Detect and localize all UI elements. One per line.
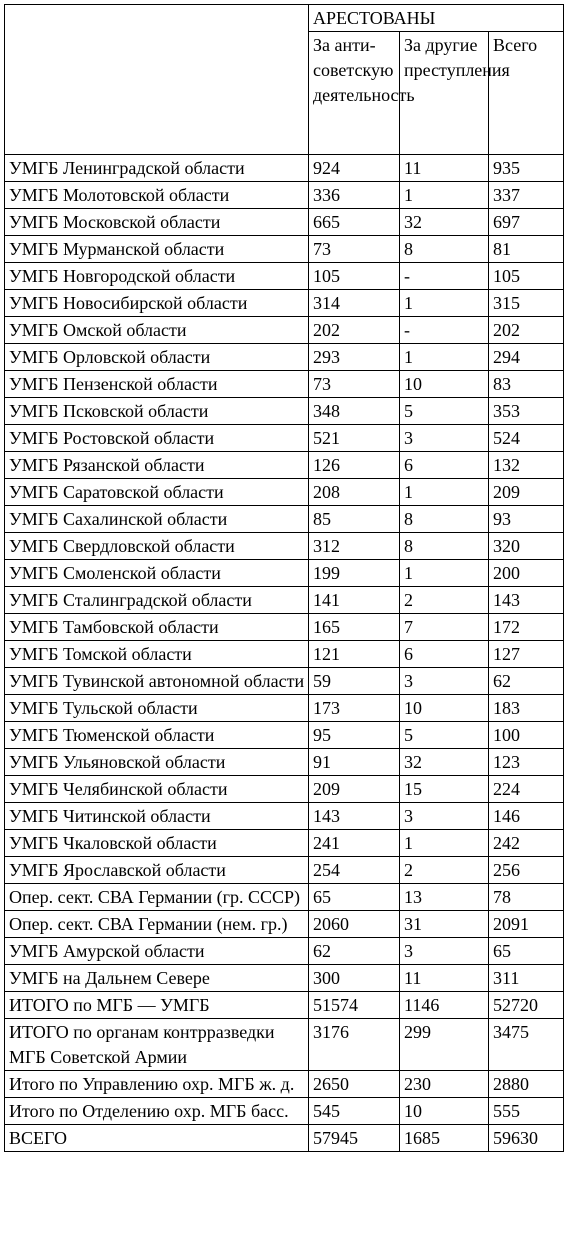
row-organ-name: УМГБ Рязанской области — [5, 452, 309, 479]
row-total-count: 294 — [489, 344, 564, 371]
row-total-count: 146 — [489, 803, 564, 830]
row-anti-soviet-count: 293 — [309, 344, 400, 371]
row-total-count: 78 — [489, 884, 564, 911]
row-anti-soviet-count: 241 — [309, 830, 400, 857]
row-other-crimes-count: 10 — [400, 695, 489, 722]
row-anti-soviet-count: 348 — [309, 398, 400, 425]
table-row — [5, 857, 564, 884]
row-anti-soviet-count: 312 — [309, 533, 400, 560]
table-row — [5, 560, 564, 587]
row-anti-soviet-count: 202 — [309, 317, 400, 344]
row-anti-soviet-count: 199 — [309, 560, 400, 587]
table-row — [5, 344, 564, 371]
row-other-crimes-count: 5 — [400, 398, 489, 425]
row-other-crimes-count: 31 — [400, 911, 489, 938]
row-total-count: 209 — [489, 479, 564, 506]
table-row — [5, 290, 564, 317]
row-organ-name: УМГБ Смоленской области — [5, 560, 309, 587]
row-anti-soviet-count: 254 — [309, 857, 400, 884]
row-organ-name: УМГБ Тамбовской области — [5, 614, 309, 641]
row-anti-soviet-count: 91 — [309, 749, 400, 776]
row-other-crimes-count: 8 — [400, 236, 489, 263]
row-other-crimes-count: 6 — [400, 641, 489, 668]
row-organ-name: УМГБ Московской области — [5, 209, 309, 236]
row-other-crimes-count: 6 — [400, 452, 489, 479]
row-anti-soviet-count: 65 — [309, 884, 400, 911]
row-total-count: 555 — [489, 1098, 564, 1125]
table-row — [5, 803, 564, 830]
arrests-table — [4, 4, 564, 1152]
row-total-count: 2880 — [489, 1071, 564, 1098]
table-body — [5, 5, 564, 1152]
row-organ-name: УМГБ Сталинградской области — [5, 587, 309, 614]
row-anti-soviet-count: 85 — [309, 506, 400, 533]
row-total-count: 524 — [489, 425, 564, 452]
row-anti-soviet-count: 143 — [309, 803, 400, 830]
row-organ-name: УМГБ Новгородской области — [5, 263, 309, 290]
row-other-crimes-count: 3 — [400, 938, 489, 965]
row-other-crimes-count: 11 — [400, 155, 489, 182]
row-organ-name: УМГБ Ленинградской области — [5, 155, 309, 182]
row-other-crimes-count: - — [400, 263, 489, 290]
row-anti-soviet-count: 126 — [309, 452, 400, 479]
row-total-count: 132 — [489, 452, 564, 479]
row-total-count: 697 — [489, 209, 564, 236]
row-other-crimes-count: 3 — [400, 668, 489, 695]
row-other-crimes-count: 1685 — [400, 1125, 489, 1152]
row-other-crimes-count: 3 — [400, 803, 489, 830]
row-other-crimes-count: 10 — [400, 371, 489, 398]
table-row — [5, 182, 564, 209]
row-organ-name: УМГБ Тувинской автономной области — [5, 668, 309, 695]
row-organ-name: УМГБ Тульской области — [5, 695, 309, 722]
row-organ-name: Итого по Отделению охр. МГБ басс. — [5, 1098, 309, 1125]
row-total-count: 202 — [489, 317, 564, 344]
row-total-count: 65 — [489, 938, 564, 965]
row-anti-soviet-count: 2060 — [309, 911, 400, 938]
row-total-count: 183 — [489, 695, 564, 722]
row-organ-name: УМГБ Амурской области — [5, 938, 309, 965]
table-row — [5, 155, 564, 182]
table-row — [5, 938, 564, 965]
table-row — [5, 992, 564, 1019]
row-other-crimes-count: 1 — [400, 290, 489, 317]
row-anti-soviet-count: 165 — [309, 614, 400, 641]
row-total-count: 100 — [489, 722, 564, 749]
row-other-crimes-count: 10 — [400, 1098, 489, 1125]
row-organ-name: УМГБ Омской области — [5, 317, 309, 344]
row-total-count: 311 — [489, 965, 564, 992]
row-organ-name: УМГБ на Дальнем Севере — [5, 965, 309, 992]
row-other-crimes-count: 13 — [400, 884, 489, 911]
row-anti-soviet-count: 208 — [309, 479, 400, 506]
table-row — [5, 1098, 564, 1125]
row-organ-name: Итого по Управлению охр. МГБ ж. д. — [5, 1071, 309, 1098]
row-other-crimes-count: 5 — [400, 722, 489, 749]
row-total-count: 143 — [489, 587, 564, 614]
table-row — [5, 1071, 564, 1098]
row-anti-soviet-count: 173 — [309, 695, 400, 722]
table-row — [5, 317, 564, 344]
table-row — [5, 668, 564, 695]
row-other-crimes-count: 230 — [400, 1071, 489, 1098]
table-row — [5, 749, 564, 776]
row-total-count: 105 — [489, 263, 564, 290]
row-total-count: 81 — [489, 236, 564, 263]
row-organ-name: УМГБ Тюменской области — [5, 722, 309, 749]
header-row-group — [5, 5, 564, 32]
header-total: Всего — [489, 32, 564, 155]
row-anti-soviet-count: 665 — [309, 209, 400, 236]
row-organ-name: Опер. сект. СВА Германии (гр. СССР) — [5, 884, 309, 911]
row-other-crimes-count: 1146 — [400, 992, 489, 1019]
row-organ-name: УМГБ Орловской области — [5, 344, 309, 371]
row-organ-name: УМГБ Томской области — [5, 641, 309, 668]
table-row — [5, 695, 564, 722]
table-row — [5, 911, 564, 938]
row-anti-soviet-count: 209 — [309, 776, 400, 803]
row-anti-soviet-count: 3176 — [309, 1019, 400, 1071]
row-anti-soviet-count: 73 — [309, 371, 400, 398]
row-organ-name: УМГБ Чкаловской области — [5, 830, 309, 857]
row-other-crimes-count: 2 — [400, 857, 489, 884]
header-other-crimes: За другие преступления — [400, 32, 489, 155]
row-anti-soviet-count: 95 — [309, 722, 400, 749]
header-group-cell: АРЕСТОВАНЫ — [309, 5, 564, 32]
row-anti-soviet-count: 121 — [309, 641, 400, 668]
row-organ-name: УМГБ Сахалинской области — [5, 506, 309, 533]
row-organ-name: УМГБ Челябинской области — [5, 776, 309, 803]
table-row — [5, 614, 564, 641]
table-row — [5, 506, 564, 533]
row-other-crimes-count: 1 — [400, 560, 489, 587]
row-organ-name: УМГБ Пензенской области — [5, 371, 309, 398]
row-organ-name: ВСЕГО — [5, 1125, 309, 1152]
row-total-count: 935 — [489, 155, 564, 182]
row-total-count: 353 — [489, 398, 564, 425]
row-total-count: 200 — [489, 560, 564, 587]
row-organ-name: УМГБ Ульяновской области — [5, 749, 309, 776]
row-other-crimes-count: 32 — [400, 749, 489, 776]
table-row — [5, 398, 564, 425]
row-anti-soviet-count: 314 — [309, 290, 400, 317]
row-other-crimes-count: 1 — [400, 830, 489, 857]
table-row — [5, 587, 564, 614]
row-other-crimes-count: 299 — [400, 1019, 489, 1071]
row-anti-soviet-count: 300 — [309, 965, 400, 992]
row-other-crimes-count: 11 — [400, 965, 489, 992]
row-other-crimes-count: 15 — [400, 776, 489, 803]
row-total-count: 83 — [489, 371, 564, 398]
row-total-count: 2091 — [489, 911, 564, 938]
row-anti-soviet-count: 59 — [309, 668, 400, 695]
row-total-count: 172 — [489, 614, 564, 641]
row-total-count: 127 — [489, 641, 564, 668]
table-row — [5, 371, 564, 398]
row-organ-name: УМГБ Читинской области — [5, 803, 309, 830]
row-other-crimes-count: 7 — [400, 614, 489, 641]
row-organ-name: УМГБ Саратовской области — [5, 479, 309, 506]
row-organ-name: Опер. сект. СВА Германии (нем. гр.) — [5, 911, 309, 938]
table-row — [5, 965, 564, 992]
row-total-count: 337 — [489, 182, 564, 209]
table-row — [5, 884, 564, 911]
table-row — [5, 209, 564, 236]
row-organ-name: УМГБ Мурманской области — [5, 236, 309, 263]
row-anti-soviet-count: 924 — [309, 155, 400, 182]
row-other-crimes-count: 1 — [400, 479, 489, 506]
row-other-crimes-count: 8 — [400, 506, 489, 533]
row-organ-name: УМГБ Молотовской области — [5, 182, 309, 209]
row-anti-soviet-count: 545 — [309, 1098, 400, 1125]
row-anti-soviet-count: 51574 — [309, 992, 400, 1019]
table-row — [5, 641, 564, 668]
row-total-count: 52720 — [489, 992, 564, 1019]
row-total-count: 242 — [489, 830, 564, 857]
row-other-crimes-count: - — [400, 317, 489, 344]
row-organ-name: УМГБ Псковской области — [5, 398, 309, 425]
row-anti-soviet-count: 73 — [309, 236, 400, 263]
row-anti-soviet-count: 336 — [309, 182, 400, 209]
row-anti-soviet-count: 62 — [309, 938, 400, 965]
table-row — [5, 263, 564, 290]
table-row — [5, 425, 564, 452]
table-row — [5, 830, 564, 857]
row-organ-name: ИТОГО по МГБ — УМГБ — [5, 992, 309, 1019]
row-other-crimes-count: 1 — [400, 182, 489, 209]
row-total-count: 224 — [489, 776, 564, 803]
row-organ-name: УМГБ Свердловской области — [5, 533, 309, 560]
table-row — [5, 1125, 564, 1152]
row-total-count: 123 — [489, 749, 564, 776]
row-anti-soviet-count: 521 — [309, 425, 400, 452]
table-row — [5, 236, 564, 263]
row-organ-name: УМГБ Ярославской области — [5, 857, 309, 884]
table-row — [5, 533, 564, 560]
row-anti-soviet-count: 141 — [309, 587, 400, 614]
table-row — [5, 479, 564, 506]
row-other-crimes-count: 2 — [400, 587, 489, 614]
table-row — [5, 1019, 564, 1071]
row-organ-name: УМГБ Новосибирской области — [5, 290, 309, 317]
header-blank-cell — [5, 5, 309, 155]
table-row — [5, 452, 564, 479]
row-other-crimes-count: 8 — [400, 533, 489, 560]
row-total-count: 320 — [489, 533, 564, 560]
row-other-crimes-count: 32 — [400, 209, 489, 236]
row-organ-name: ИТОГО по органам контрразведки МГБ Советской Армии — [5, 1019, 309, 1071]
row-other-crimes-count: 1 — [400, 344, 489, 371]
header-anti-soviet: За анти-советскую деятельность — [309, 32, 400, 155]
row-total-count: 59630 — [489, 1125, 564, 1152]
row-total-count: 3475 — [489, 1019, 564, 1071]
table-row — [5, 722, 564, 749]
table-row — [5, 776, 564, 803]
row-other-crimes-count: 3 — [400, 425, 489, 452]
row-anti-soviet-count: 57945 — [309, 1125, 400, 1152]
row-total-count: 93 — [489, 506, 564, 533]
row-total-count: 315 — [489, 290, 564, 317]
row-organ-name: УМГБ Ростовской области — [5, 425, 309, 452]
row-anti-soviet-count: 105 — [309, 263, 400, 290]
row-anti-soviet-count: 2650 — [309, 1071, 400, 1098]
row-total-count: 256 — [489, 857, 564, 884]
row-total-count: 62 — [489, 668, 564, 695]
